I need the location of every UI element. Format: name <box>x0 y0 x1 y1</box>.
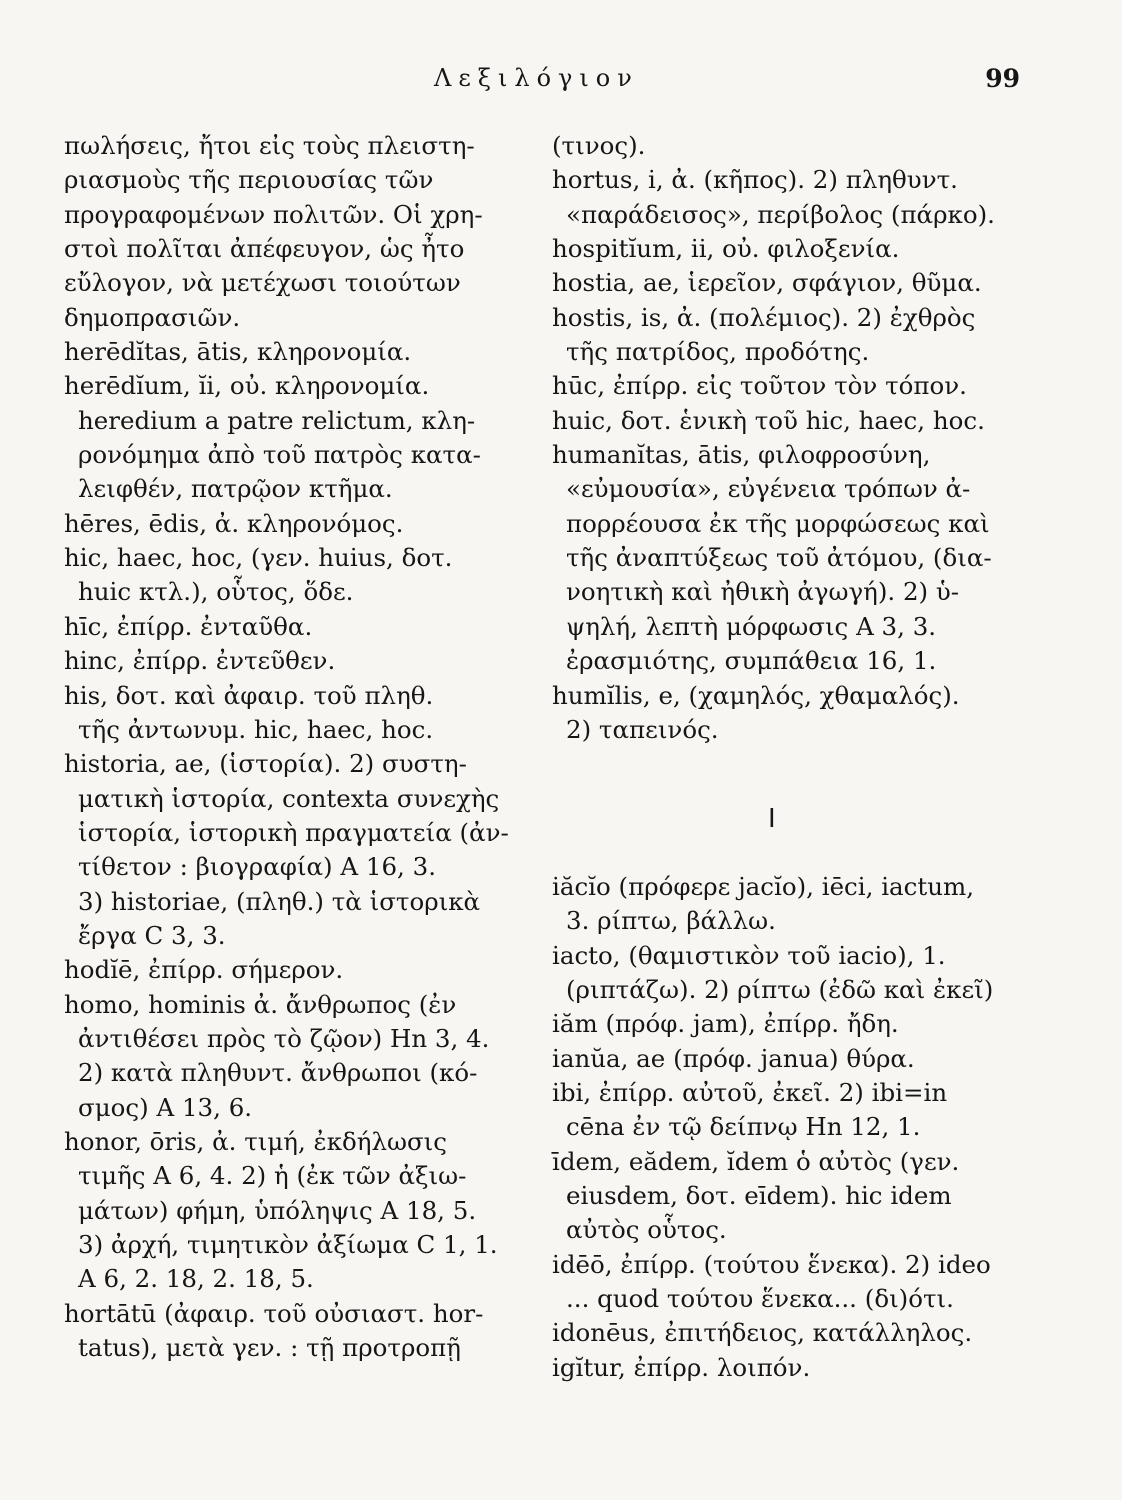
entry-line: ἐρασμιότης, συμπάθεια 16, 1. <box>566 646 937 676</box>
entry-line: idonēus, ἐπιτήδειος, κατάλληλος. <box>552 1318 973 1348</box>
entry-line: ... quod τούτου ἕνεκα... (δι)ότι. <box>566 1284 954 1314</box>
entry-line: huic, δοτ. ἑνικὴ τοῦ hic, haec, hoc. <box>552 405 985 435</box>
entry-line: homo, hominis ἀ. ἄνθρωπος (ἐν <box>64 989 457 1019</box>
entry-line: (τινος). <box>552 131 646 160</box>
entry-line: ἱστορία, ἱστορικὴ πραγματεία (ἀν- <box>78 817 509 847</box>
entry-line: 3) historiae, (πληθ.) τὰ ἱστορικὰ <box>78 886 481 916</box>
entry-line: hūc, ἐπίρρ. εἰς τοῦτον τὸν τόπον. <box>552 371 967 401</box>
entry-line: προγραφομένων πολιτῶν. Οἱ χρη- <box>64 199 483 229</box>
entry-line: ρονόμημα ἀπὸ τοῦ πατρὸς κατα- <box>78 440 481 470</box>
entry-line: hīc, ἐπίρρ. ἐνταῦθα. <box>64 611 313 641</box>
right-column-lower <box>552 870 1022 1385</box>
running-head <box>0 64 1122 104</box>
entry-line: μάτων) φήμη, ὑπόληψις Α 18, 5. <box>78 1195 477 1225</box>
entry-line: τιμῆς Α 6, 4. 2) ἡ (ἐκ τῶν ἀξιω- <box>78 1161 467 1191</box>
entry-line: eiusdem, δοτ. eīdem). hic idem <box>566 1181 952 1211</box>
entry-line: τῆς ἀντωνυμ. hic, haec, hoc. <box>78 714 434 744</box>
entry-line: humĭlis, e, (χαμηλός, χθαμαλός). <box>552 680 960 710</box>
entry-line: (ριπτάζω). 2) ρίπτω (ἐδῶ καὶ ἐκεῖ) <box>566 975 994 1005</box>
entry-line: τῆς πατρίδος, προδότης. <box>566 337 870 367</box>
entry-line: σμος) Α 13, 6. <box>78 1092 253 1122</box>
entry-line: «εὐμουσία», εὐγένεια τρόπων ἀ- <box>566 474 971 504</box>
entry-line: πορρέουσα ἐκ τῆς μορφώσεως καὶ <box>566 508 990 538</box>
entry-line: humanĭtas, ātis, φιλοφροσύνη, <box>552 440 931 470</box>
entry-line: huic κτλ.), οὗτος, ὅδε. <box>78 577 354 607</box>
entry-line: πωλήσεις, ἤτοι εἰς τοὺς πλειστη- <box>64 131 475 160</box>
entry-line: historia, ae, (ἱστορία). 2) συστη- <box>64 749 467 779</box>
entry-line: ματικὴ ἱστορία, contexta συνεχὴς <box>78 783 500 813</box>
entry-line: «παράδεισος», περίβολος (πάρκο). <box>566 199 995 229</box>
entry-line: honor, ōris, ἀ. τιμή, ἐκδήλωσις <box>64 1126 448 1156</box>
running-title: Λεξιλόγιον <box>434 64 639 92</box>
left-column <box>64 129 526 1365</box>
entry-line: 3) ἀρχή, τιμητικὸν ἀξίωμα C 1, 1. <box>78 1230 498 1259</box>
entry-line: hostia, ae, ἱερεῖον, σφάγιον, θῦμα. <box>552 268 982 298</box>
entry-line: heredium a patre relictum, κλη- <box>78 405 476 435</box>
entry-line: ριασμοὺς τῆς περιουσίας τῶν <box>64 165 434 195</box>
entry-line: idēō, ἐπίρρ. (τούτου ἕνεκα). 2) ideo <box>552 1249 991 1279</box>
entry-line: 3. ρίπτω, βάλλω. <box>566 906 776 936</box>
entry-line: ianŭa, ae (πρόφ. janua) θύρα. <box>552 1043 915 1073</box>
entry-line: hospitĭum, ii, οὐ. φιλοξενία. <box>552 234 900 264</box>
entry-line: hodĭē, ἐπίρρ. σήμερον. <box>64 955 344 985</box>
entry-line: 2) ταπεινός. <box>566 714 719 744</box>
entry-line: στοὶ πολῖται ἀπέφευγον, ὡς ἦτο <box>64 234 465 264</box>
entry-line: λειφθέν, πατρῷον κτῆμα. <box>78 474 393 504</box>
page-number: 99 <box>985 64 1020 93</box>
entry-line: hēres, ēdis, ἀ. κληρονόμος. <box>64 508 404 538</box>
entry-line: cēna ἐν τῷ δείπνῳ Hn 12, 1. <box>566 1112 921 1142</box>
entry-line: hortātū (ἀφαιρ. τοῦ οὐσιαστ. hor- <box>64 1298 484 1328</box>
entry-line: εὔλογον, νὰ μετέχωσι τοιούτων <box>64 268 461 298</box>
entry-line: αὐτὸς οὗτος. <box>566 1215 727 1245</box>
entry-line: hostis, is, ἀ. (πολέμιος). 2) ἐχθρὸς <box>552 302 976 332</box>
entry-line: tatus), μετὰ γεν. : τῇ προτροπῇ <box>78 1333 461 1363</box>
entry-line: igĭtur, ἐπίρρ. λοιπόν. <box>552 1352 811 1382</box>
entry-line: hinc, ἐπίρρ. ἐντεῦθεν. <box>64 646 336 676</box>
entry-line: ἔργα C 3, 3. <box>78 920 226 950</box>
entry-line: τίθετον : βιογραφία) Α 16, 3. <box>78 852 437 882</box>
entry-line: Α 6, 2. 18, 2. 18, 5. <box>78 1264 314 1294</box>
entry-line: δημοπρασιῶν. <box>64 302 241 332</box>
right-column <box>552 129 1022 747</box>
entry-line: τῆς ἀναπτύξεως τοῦ ἀτόμου, (δια- <box>566 543 992 573</box>
entry-line: νοητικὴ καὶ ἠθικὴ ἀγωγή). 2) ὑ- <box>566 577 960 607</box>
entry-line: 2) κατὰ πληθυντ. ἄνθρωποι (κό- <box>78 1058 478 1088</box>
section-letter: I <box>768 804 776 834</box>
entry-line: iăm (πρόφ. jam), ἐπίρρ. ἤδη. <box>552 1009 899 1039</box>
entry-line: his, δοτ. καὶ ἀφαιρ. τοῦ πληθ. <box>64 680 434 710</box>
entry-line: herēdĭtas, ātis, κληρονομία. <box>64 337 412 367</box>
entry-line: hic, haec, hoc, (γεν. huius, δοτ. <box>64 543 453 573</box>
entry-line: iăcĭo (πρόφερε jacĭo), iēci, iactum, <box>552 872 975 901</box>
entry-line: ἀντιθέσει πρὸς τὸ ζῷον) Hn 3, 4. <box>78 1023 490 1053</box>
entry-line: hortus, i, ἀ. (κῆπος). 2) πληθυντ. <box>552 165 958 195</box>
entry-line: īdem, eădem, ĭdem ὁ αὐτὸς (γεν. <box>552 1146 960 1176</box>
entry-line: ψηλή, λεπτὴ μόρφωσις Α 3, 3. <box>566 611 937 641</box>
entry-line: ibi, ἐπίρρ. αὐτοῦ, ἐκεῖ. 2) ibi=in <box>552 1078 948 1108</box>
entry-line: herēdĭum, ĭi, οὐ. κληρονομία. <box>64 371 430 401</box>
entry-line: iacto, (θαμιστικὸν τοῦ iacio), 1. <box>552 940 946 970</box>
